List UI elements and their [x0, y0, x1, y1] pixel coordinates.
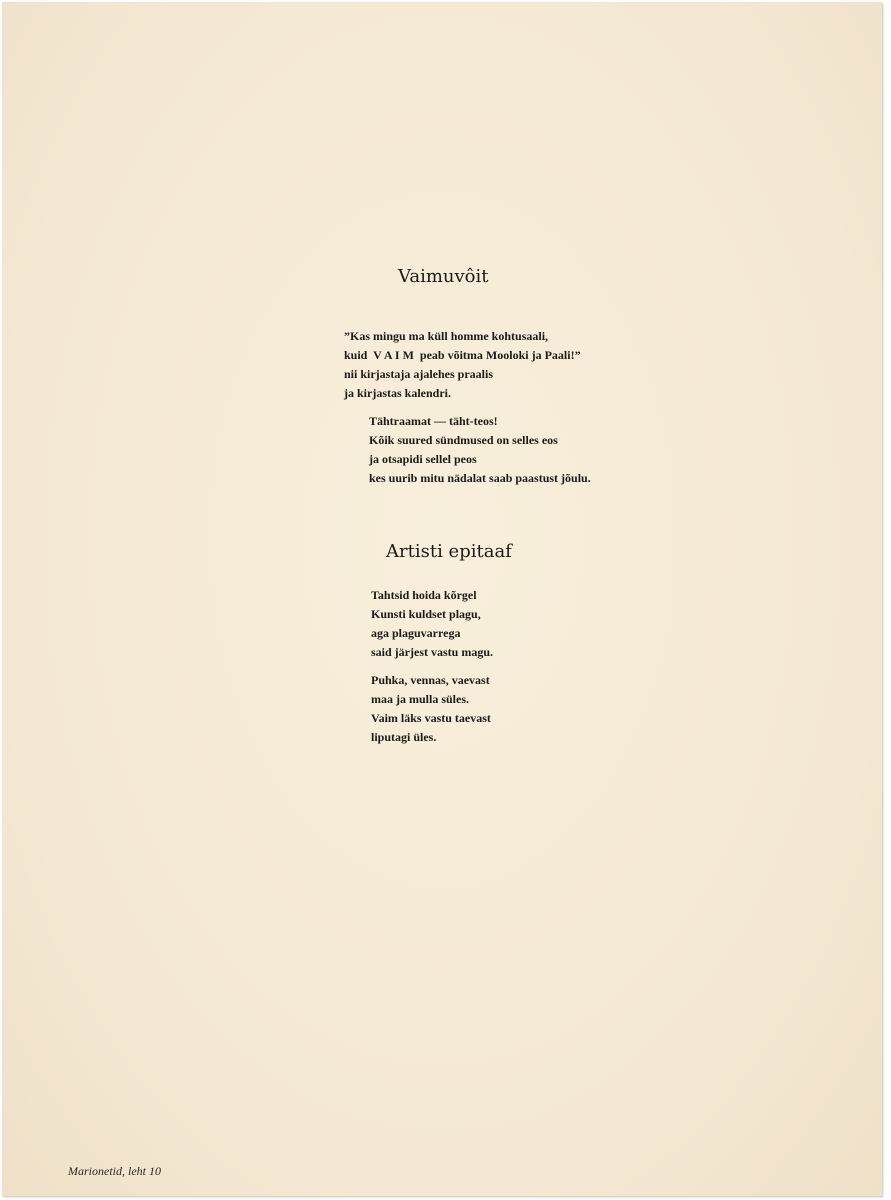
poem-line: said järjest vastu magu. — [371, 645, 493, 659]
poem-line: aga plaguvarrega — [371, 626, 461, 640]
poem-line: ja kirjastas kalendri. — [344, 386, 452, 400]
poem-line: ja otsapidi sellel peos — [369, 452, 477, 466]
poem-stanza — [344, 327, 581, 403]
poem-stanza — [371, 671, 491, 747]
poem-line: maa ja mulla süles. — [371, 692, 470, 706]
poem-line: liputagi üles. — [371, 730, 437, 744]
poem-line: kes uurib mitu nädalat saab paastust jõulu. — [369, 471, 591, 485]
poem-title: Artisti epitaaf — [386, 541, 512, 562]
poem-title: Vaimuvôit — [398, 266, 489, 287]
poem-line: kuid V A I M peab võitma Mooloki ja Paali!” — [344, 348, 581, 362]
poem-line: Kunsti kuldset plagu, — [371, 607, 481, 621]
poem-line: Tähtraamat — täht-teos! — [369, 414, 498, 428]
poem-line: Vaim läks vastu taevast — [371, 711, 491, 725]
poem-stanza — [369, 412, 591, 488]
poem-line: Puhka, vennas, vaevast — [371, 673, 490, 687]
poem-line: Kõik suured sündmused on selles eos — [369, 433, 558, 447]
page-footer: Marionetid, leht 10 — [68, 1164, 161, 1178]
poem-line: nii kirjastaja ajalehes praalis — [344, 367, 493, 381]
poem-stanza — [371, 586, 493, 662]
page-sheet — [2, 2, 882, 1196]
poem-line: ”Kas mingu ma küll homme kohtusaali, — [344, 329, 549, 343]
poem-line: Tahtsid hoida kõrgel — [371, 588, 477, 602]
